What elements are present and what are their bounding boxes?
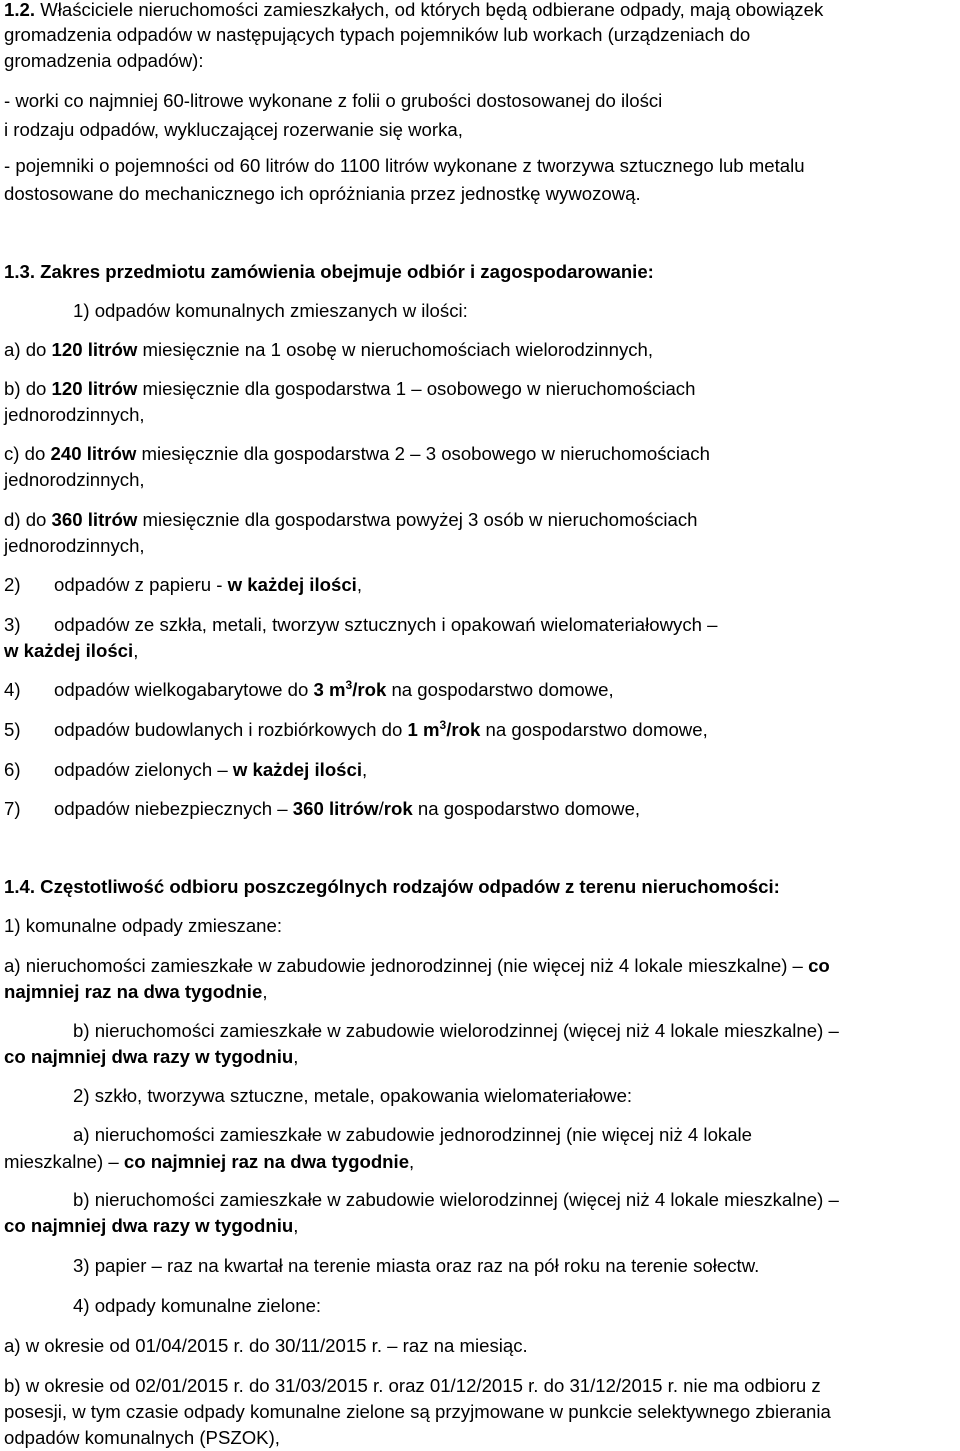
scope-item-6-bold: w każdej ilości (232, 759, 363, 780)
scope-item-4-unit: /rok (352, 679, 387, 700)
limit-c-post: miesięcznie dla gospodarstwa 2 – 3 osobowego w nieruchomościach (136, 443, 710, 464)
freq-item-2: 2) szkło, tworzywa sztuczne, metale, opakowania wielomateriałowe: (73, 1085, 633, 1106)
scope-item-6-number: 6) (4, 759, 21, 780)
bags-line-1: - worki co najmniej 60-litrowe wykonane z folii o grubości dostosowanej do ilości (4, 90, 663, 111)
freq-2b: b) nieruchomości zamieszkałe w zabudowie wielorodzinnej (więcej niż 4 lokale mieszkalne) – (73, 1189, 839, 1210)
scope-item-7-post: na gospodarstwo domowe, (412, 798, 641, 819)
freq-1a (4, 953, 830, 979)
freq-2a-cont (4, 1149, 414, 1175)
limit-d-amount: 360 litrów (51, 509, 138, 530)
scope-item-7-slash: / (378, 798, 384, 819)
freq-4b-line-1: b) w okresie od 02/01/2015 r. do 31/03/2015 r. oraz 01/12/2015 r. do 31/12/2015 r. nie ma odbioru z (4, 1375, 821, 1396)
limit-c (4, 441, 710, 467)
scope-item-4-post: na gospodarstwo domowe, (386, 679, 614, 700)
scope-item-5-amount: 1 m (407, 719, 440, 740)
limit-d-cont: jednorodzinnych, (4, 535, 145, 556)
limit-c-pre: c) do (4, 443, 51, 464)
freq-2a-cont-pre: mieszkalne) – (4, 1151, 124, 1172)
freq-4a: a) w okresie od 01/04/2015 r. do 30/11/2015 r. – raz na miesiąc. (4, 1335, 528, 1356)
limit-c-cont: jednorodzinnych, (4, 469, 145, 490)
scope-item-7 (4, 796, 640, 822)
containers-line-2: dostosowane do mechanicznego ich opróżniania przez jednostkę wywozową. (4, 183, 641, 204)
scope-item-3-post: , (133, 640, 139, 661)
scope-item-5-unit: /rok (446, 719, 481, 740)
freq-item-1: 1) komunalne odpady zmieszane: (4, 915, 283, 936)
limit-b (4, 376, 695, 402)
section-1-2-line-2: gromadzenia odpadów w następujących typach pojemników lub workach (urządzeniach do (4, 24, 751, 45)
scope-item-4 (4, 677, 614, 703)
scope-item-5 (4, 717, 708, 743)
limit-a-pre: a) do (4, 339, 52, 360)
scope-item-3 (4, 612, 717, 638)
scope-item-3-cont (4, 638, 138, 664)
scope-item-3-number: 3) (4, 614, 21, 635)
freq-1b-cont (4, 1044, 298, 1070)
bags-line-2: i rodzaju odpadów, wykluczającej rozerwanie się worka, (4, 119, 463, 140)
limit-a (4, 337, 653, 363)
scope-item-4-amount: 3 m (313, 679, 346, 700)
scope-item-2 (4, 572, 362, 598)
freq-1a-pre: a) nieruchomości zamieszkałe w zabudowie jednorodzinnej (nie więcej niż 4 lokale mieszkalne) – (4, 955, 809, 976)
scope-item-1: 1) odpadów komunalnych zmieszanych w ilości: (73, 300, 468, 321)
scope-item-5-post: na gospodarstwo domowe, (480, 719, 708, 740)
freq-1b: b) nieruchomości zamieszkałe w zabudowie wielorodzinnej (więcej niż 4 lokale mieszkalne) – (73, 1020, 839, 1041)
freq-1b-frequency: co najmniej dwa razy w tygodniu (4, 1046, 294, 1067)
containers-line-1: - pojemniki o pojemności od 60 litrów do 1100 litrów wykonane z tworzywa sztucznego lub metalu (4, 155, 805, 176)
freq-item-4: 4) odpady komunalne zielone: (73, 1295, 322, 1316)
limit-a-amount: 120 litrów (51, 339, 138, 360)
freq-item-3: 3) papier – raz na kwartał na terenie miasta oraz raz na pół roku na terenie sołectw. (73, 1255, 760, 1276)
limit-d-post: miesięcznie dla gospodarstwa powyżej 3 osób w nieruchomościach (137, 509, 698, 530)
scope-item-2-number: 2) (4, 574, 21, 595)
freq-1a-post: , (262, 981, 268, 1002)
freq-1a-frequency: najmniej raz na dwa tygodnie (4, 981, 263, 1002)
scope-item-5-number: 5) (4, 719, 21, 740)
section-1-4-heading: 1.4. Częstotliwość odbioru poszczególnych rodzajów odpadów z terenu nieruchomości: (4, 876, 780, 897)
limit-b-amount: 120 litrów (51, 378, 138, 399)
limit-d (4, 507, 698, 533)
freq-2a-post: , (409, 1151, 415, 1172)
limit-a-post: miesięcznie na 1 osobę w nieruchomościach wielorodzinnych, (137, 339, 654, 360)
scope-item-3-bold: w każdej ilości (4, 640, 134, 661)
scope-item-6 (4, 757, 367, 783)
scope-item-3-pre: odpadów ze szkła, metali, tworzyw sztucznych i opakowań wielomateriałowych – (54, 614, 718, 635)
scope-item-7-unit: rok (383, 798, 413, 819)
section-1-2-line-3: gromadzenia odpadów): (4, 50, 204, 71)
freq-1b-post: , (293, 1046, 299, 1067)
limit-b-post: miesięcznie dla gospodarstwa 1 – osobowego w nieruchomościach (137, 378, 696, 399)
scope-item-4-pre: odpadów wielkogabarytowe do (54, 679, 314, 700)
section-1-2-number: 1.2. (4, 0, 36, 20)
scope-item-5-exponent: 3 (439, 718, 447, 732)
limit-d-pre: d) do (4, 509, 52, 530)
section-1-2-text: Właściciele nieruchomości zamieszkałych, od których będą odbierane odpady, mają obowiązek (40, 0, 824, 20)
freq-4b-line-3: odpadów komunalnych (PSZOK), (4, 1427, 280, 1448)
limit-b-pre: b) do (4, 378, 52, 399)
limit-b-cont: jednorodzinnych, (4, 404, 145, 425)
section-1-3-heading: 1.3. Zakres przedmiotu zamówienia obejmuje odbiór i zagospodarowanie: (4, 261, 654, 282)
freq-2a: a) nieruchomości zamieszkałe w zabudowie jednorodzinnej (nie więcej niż 4 lokale (73, 1124, 753, 1145)
scope-item-7-pre: odpadów niebezpiecznych – (54, 798, 293, 819)
scope-item-7-amount: 360 litrów (292, 798, 379, 819)
freq-2b-post: , (293, 1215, 299, 1236)
scope-item-6-pre: odpadów zielonych – (54, 759, 233, 780)
limit-c-amount: 240 litrów (50, 443, 137, 464)
freq-4b-line-2: posesji, w tym czasie odpady komunalne zielone są przyjmowane w punkcie selektywnego zbierania (4, 1401, 831, 1422)
freq-2b-cont (4, 1213, 298, 1239)
scope-item-5-pre: odpadów budowlanych i rozbiórkowych do (54, 719, 408, 740)
scope-item-2-pre: odpadów z papieru - (54, 574, 228, 595)
freq-2a-frequency: co najmniej raz na dwa tygodnie (123, 1151, 410, 1172)
freq-1a-bold: co (808, 955, 830, 976)
scope-item-6-post: , (362, 759, 368, 780)
scope-item-2-post: , (356, 574, 363, 595)
scope-item-4-number: 4) (4, 679, 21, 700)
scope-item-7-number: 7) (4, 798, 21, 819)
scope-item-2-bold: w każdej ilości (227, 574, 357, 595)
freq-1a-cont (4, 979, 267, 1005)
section-1-2-line-1 (4, 0, 823, 23)
scope-item-4-exponent: 3 (345, 678, 353, 692)
freq-2b-frequency: co najmniej dwa razy w tygodniu (4, 1215, 294, 1236)
